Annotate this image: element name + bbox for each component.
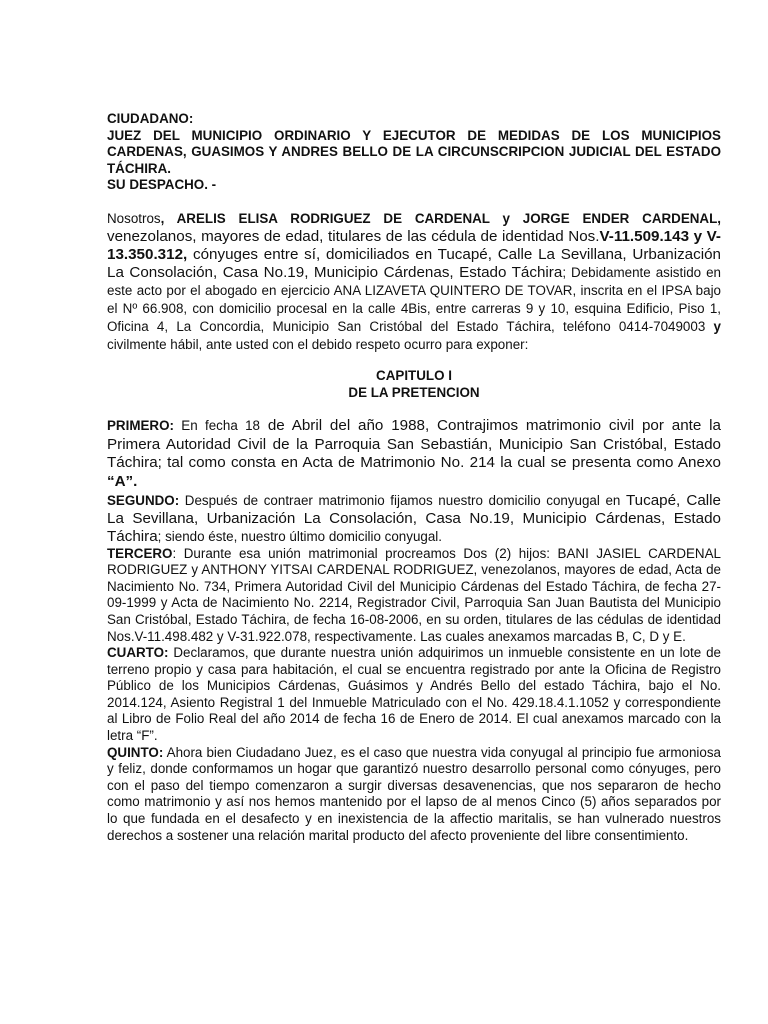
intro-paragraph — [107, 210, 721, 354]
intro-nosotros: Nosotros — [107, 210, 161, 226]
cuarto-text: Declaramos, que durante nuestra unión adquirimos un inmueble consistente en un lote de terreno propio y casa para habitación, el cual se encuentra registrado por ante la Oficina de Registro Público de los Municipios Cárdenas, Guásimos y Andrés Bello del estado Táchira, bajo el No. 2014.124, Asiento Registral 1 del Inmueble Matriculado con el No. 429.18.4.1.1052 y correspondiente al Libro de Folio Real del año 2014 de fecha 16 de Enero de 2014. El cual anexamos marcado con la letra “F”. — [107, 645, 721, 744]
primero-paragraph — [107, 417, 721, 491]
intro-text-1: venezolanos, mayores de edad, titulares de las cédula de identidad Nos. — [107, 227, 600, 245]
addressee-closing: SU DESPACHO. - — [107, 177, 217, 193]
intro-text-3: ; Debidamente asistido en este acto por el abogado en ejercicio ANA LIZAVETA QUINTERO DE TOVAR, inscrita en el IPSA bajo el Nº 66.908, con domicilio procesal en la calle 4Bis, entre carreras 9 y 10, esquina Edificio, Piso 1, Oficina 4, La Concordia, Municipio San Cristóbal del Estado Táchira, teléfono 0414-7049003 — [107, 264, 721, 334]
chapter-heading — [107, 368, 721, 401]
primero-annex: “A”. — [107, 472, 138, 490]
intro-id-numbers: V-11.509.143 y V-13.350.312, — [107, 227, 721, 263]
intro-text-4: civilmente hábil, ante usted con el debido respeto ocurro para exponer: — [107, 336, 529, 352]
segundo-text-3: ; siendo éste, nuestro último domicilio conyugal. — [157, 528, 442, 544]
primero-text-2: de Abril del año 1988, Contrajimos matrimonio civil por ante la Primera Autoridad Civil de la Parroquia San Sebastián, Municipio San Cristóbal, Estado Táchira; tal como consta en Acta de Matrimonio No. 214 la cual se presenta como Anexo — [107, 417, 721, 472]
intro-text-y: y — [713, 318, 721, 334]
cuarto-paragraph — [107, 645, 721, 745]
document-body — [107, 111, 721, 844]
segundo-label: SEGUNDO: — [107, 492, 180, 508]
addressee-court: JUEZ DEL MUNICIPIO ORDINARIO Y EJECUTOR DE MEDIDAS DE LOS MUNICIPIOS CARDENAS, GUASIMOS Y ANDRES BELLO DE LA CIRCUNSCRIPCION JUDICIAL DEL ESTADO TÁCHIRA. — [107, 127, 721, 176]
addressee-block — [107, 111, 721, 194]
quinto-paragraph — [107, 745, 721, 845]
segundo-paragraph — [107, 492, 721, 546]
intro-petitioner-names: , ARELIS ELISA RODRIGUEZ DE CARDENAL y JORGE ENDER CARDENAL, — [160, 210, 721, 226]
segundo-text-2: Tucapé, Calle La Sevillana, Urbanización La Consolación, Casa No.19, Municipio Cárdenas, Estado Táchira — [107, 491, 721, 545]
chapter-title: CAPITULO I — [376, 367, 452, 383]
primero-text-1: En fecha 18 — [173, 418, 260, 434]
segundo-text-1: Después de contraer matrimonio fijamos nuestro domicilio conyugal en — [179, 492, 626, 508]
quinto-text: Ahora bien Ciudadano Juez, es el caso que nuestra vida conyugal al principio fue armoniosa y feliz, donde conformamos un hogar que garantizó nuestro desarrollo personal como cónyuges, pero con el paso del tiempo comenzaron a surgir diversas desavenencias, que nos separaron de hecho como matrimonio y así nos hemos mantenido por el lapso de al menos Cinco (5) años separados por lo que fundada en el desafecto y en inexistencia de la affectio maritalis, se han vulnerado nuestros derechos a sostener una relación marital producto del afecto proveniente del libre consentimiento. — [107, 744, 721, 843]
tercero-label: TERCERO — [107, 545, 173, 561]
quinto-label: QUINTO: — [107, 744, 164, 760]
intro-text-2: cónyuges entre sí, domiciliados en Tucapé, Calle La Sevillana, Urbanización La Consolación, Casa No.19, Municipio Cárdenas, Estado Táchira — [107, 245, 721, 281]
chapter-subtitle: DE LA PRETENCION — [348, 384, 480, 400]
tercero-paragraph — [107, 546, 721, 646]
primero-label: PRIMERO: — [107, 418, 174, 434]
addressee-salutation: CIUDADANO: — [107, 111, 194, 126]
cuarto-label: CUARTO: — [107, 645, 169, 661]
tercero-text: : Durante esa unión matrimonial procreamos Dos (2) hijos: BANI JASIEL CARDENAL RODRIGUEZ y ANTHONY YITSAI CARDENAL RODRIGUEZ, venezolanos, mayores de edad, Acta de Nacimiento No. 734, Primera Autoridad Civil del Municipio Cárdenas del Estado Táchira, de fecha 27-09-1999 y Acta de Nacimiento No. 2214, Registrador Civil, Parroquia San Juan Bautista del Municipio San Cristóbal, Estado Táchira, de fecha 16-08-2006, en su orden, titulares de las cédulas de identidad Nos.V-11.498.482 y V-31.922.078, respectivamente. Las cuales anexamos marcadas B, C, D y E. — [107, 545, 721, 644]
